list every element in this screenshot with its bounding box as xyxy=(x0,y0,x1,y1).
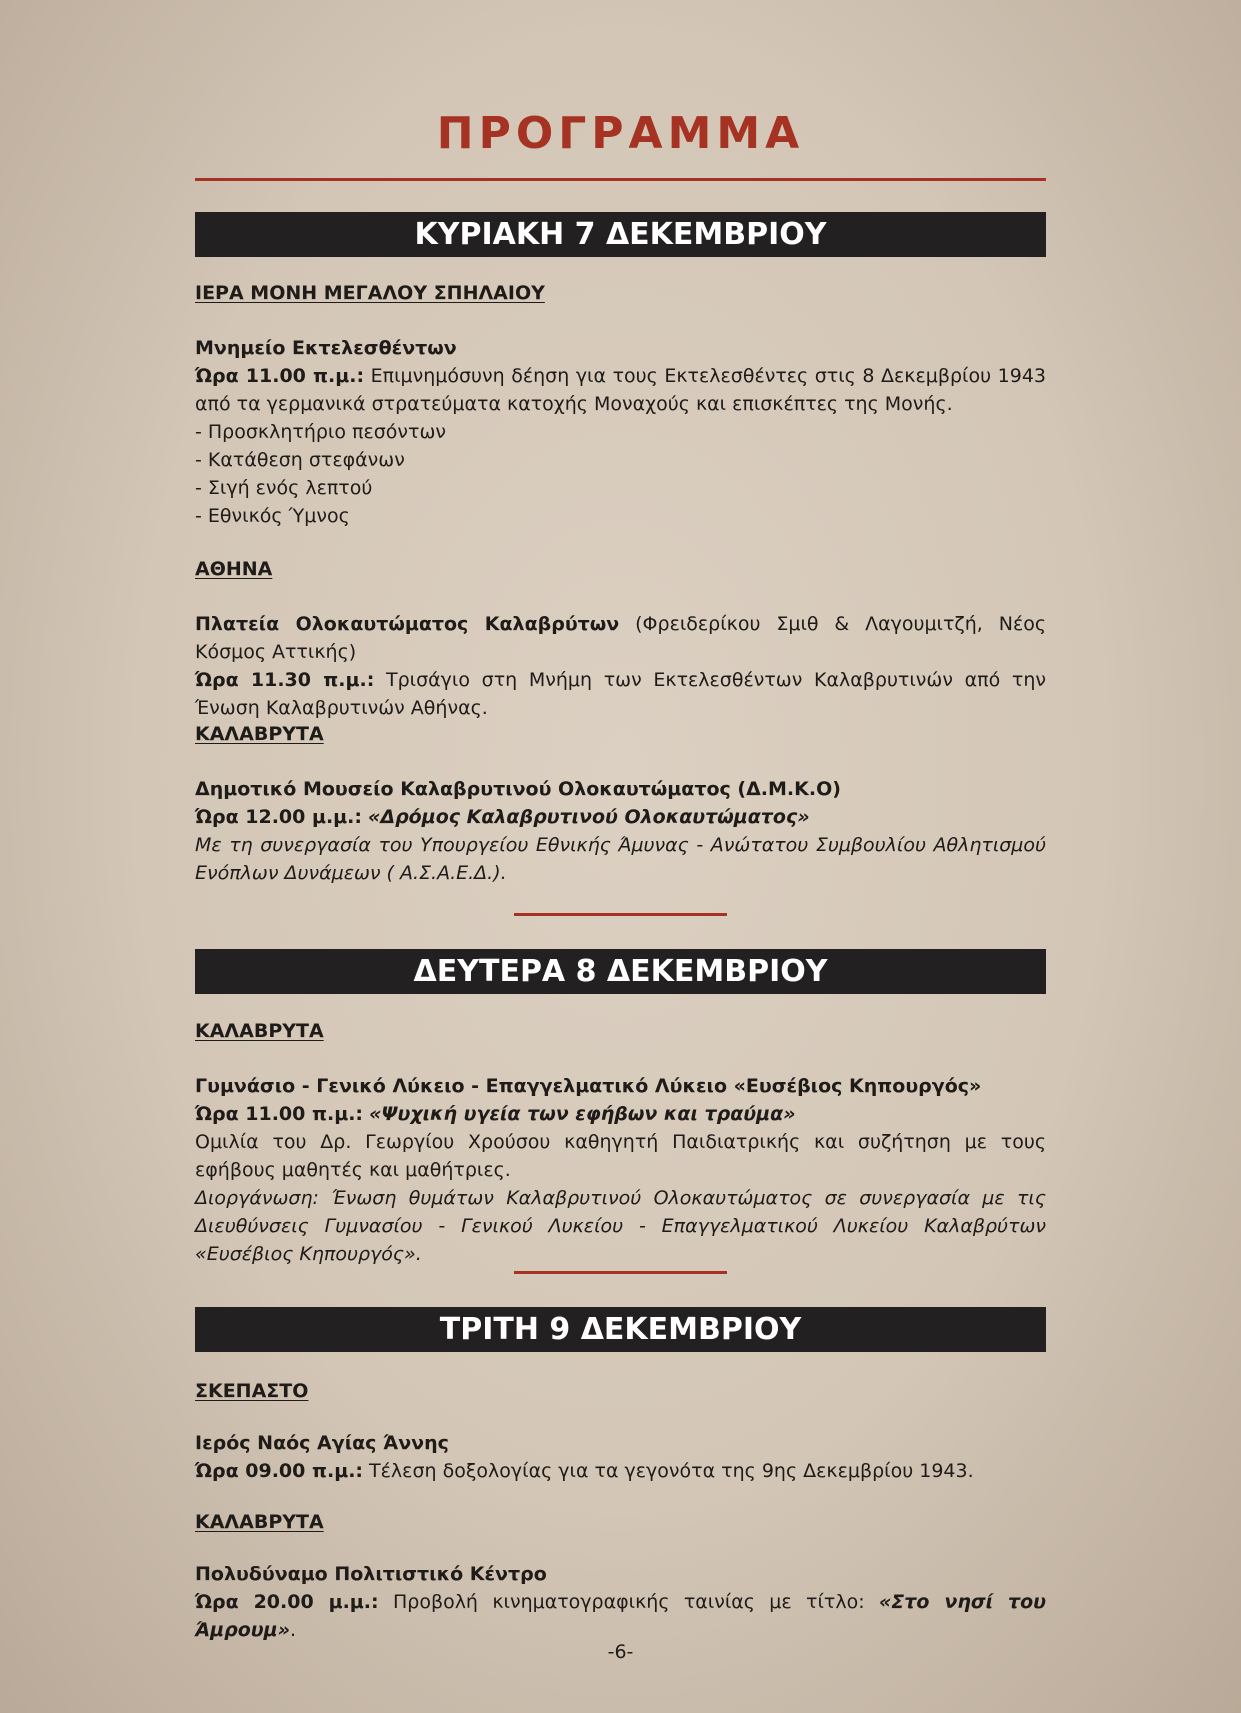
event-line xyxy=(195,1588,1046,1644)
event-title: «Δρόμος Καλαβρυτινού Ολοκαυτώματος» xyxy=(368,806,810,828)
event-text: Ομιλία του Δρ. Γεωργίου Χρούσου καθηγητή Παιδιατρικής και συζήτηση με τους εφήβους μαθητές και μαθήτριες. xyxy=(195,1131,1046,1181)
day-heading-monday: ΔΕΥΤΕΡΑ 8 ΔΕΚΕΜΒΡΙΟΥ xyxy=(195,949,1046,994)
event-text: Επιμνημόσυνη δέηση για τους Εκτελεσθέντες στις 8 Δεκεμβρίου 1943 από τα γερμανικά στρατεύματα κατοχής Μοναχούς και επισκέπτες της Μονής. xyxy=(195,365,1047,415)
time-label: Ώρα 11.30 π.μ.: xyxy=(195,669,375,691)
event-title: «Ψυχική υγεία των εφήβων και τραύμα» xyxy=(369,1103,796,1125)
location-heading: ΚΑΛΑΒΡΥΤΑ xyxy=(195,1511,324,1533)
event-note: Διοργάνωση: Ένωση θυμάτων Καλαβρυτινού Ολοκαυτώματος σε συνεργασία με τις Διευθύνσεις Γυμνασίου - Γενικού Λυκείου - Επαγγελματικού Λυκείου Καλαβρύτων «Ευσέβιος Κηπουργός». xyxy=(195,1187,1046,1265)
venue: Δημοτικό Μουσείο Καλαβρυτινού Ολοκαυτώματος (Δ.Μ.Κ.Ο) xyxy=(195,778,841,800)
venue: Γυμνάσιο - Γενικό Λύκειο - Επαγγελματικό Λύκειο «Ευσέβιος Κηπουργός» xyxy=(195,1075,982,1097)
event-text-end: . xyxy=(289,1619,296,1641)
time-label: Ώρα 12.00 μ.μ.: xyxy=(195,806,362,828)
section-divider xyxy=(514,913,727,916)
page-number: -6- xyxy=(607,1641,634,1663)
time-label: Ώρα 09.00 π.μ.: xyxy=(195,1460,364,1482)
page-title: ΠΡΟΓΡΑΜΜΑ xyxy=(436,108,805,159)
section-divider xyxy=(514,1271,727,1274)
block-mega-spilaio xyxy=(195,282,1046,530)
event-line xyxy=(195,803,1046,831)
block-athina xyxy=(195,558,1046,722)
event-line xyxy=(195,362,1046,418)
event-line xyxy=(195,666,1046,722)
venue: Μνημείο Εκτελεσθέντων xyxy=(195,337,457,359)
day-heading-tuesday: ΤΡΙΤΗ 9 ΔΕΚΕΜΒΡΙΟΥ xyxy=(195,1307,1046,1352)
block-skepasto xyxy=(195,1380,1046,1485)
title-divider xyxy=(195,178,1046,181)
venue: Ιερός Ναός Αγίας Άννης xyxy=(195,1432,449,1454)
location-heading: ΚΑΛΑΒΡΥΤΑ xyxy=(195,723,324,745)
venue: Πολυδύναμο Πολιτιστικό Κέντρο xyxy=(195,1563,547,1585)
time-label: Ώρα 20.00 μ.μ.: xyxy=(195,1591,379,1613)
list-item: - Κατάθεση στεφάνων xyxy=(195,449,405,471)
list-item: - Εθνικός Ύμνος xyxy=(195,505,350,527)
location-heading: ΙΕΡΑ ΜΟΝΗ ΜΕΓΑΛΟΥ ΣΠΗΛΑΙΟΥ xyxy=(195,282,545,304)
location-heading: ΚΑΛΑΒΡΥΤΑ xyxy=(195,1020,324,1042)
list-item: - Προσκλητήριο πεσόντων xyxy=(195,421,446,443)
location-heading: ΣΚΕΠΑΣΤΟ xyxy=(195,1380,309,1402)
location-heading: ΑΘΗΝΑ xyxy=(195,558,273,580)
event-text: Τρισάγιο στη Μνήμη των Εκτελεσθέντων Καλαβρυτινών από την Ένωση Καλαβρυτινών Αθήνας. xyxy=(195,669,1046,719)
block-kalavryta-school xyxy=(195,1020,1046,1268)
venue: Πλατεία Ολοκαυτώματος Καλαβρύτων xyxy=(195,613,620,635)
event-line xyxy=(195,1457,1046,1485)
event-line xyxy=(195,1100,1046,1128)
event-text: Τέλεση δοξολογίας για τα γεγονότα της 9ης Δεκεμβρίου 1943. xyxy=(363,1460,974,1482)
list-item: - Σιγή ενός λεπτού xyxy=(195,477,373,499)
event-title: «Στο νησί του Άμρουμ» xyxy=(195,1591,1047,1641)
day-heading-sunday: ΚΥΡΙΑΚΗ 7 ΔΕΚΕΜΒΡΙΟΥ xyxy=(195,212,1046,257)
time-label: Ώρα 11.00 π.μ.: xyxy=(195,1103,364,1125)
block-kalavryta-cultural-center xyxy=(195,1511,1046,1644)
time-label: Ώρα 11.00 π.μ.: xyxy=(195,365,365,387)
event-text: Προβολή κινηματογραφικής ταινίας με τίτλο: xyxy=(378,1591,879,1613)
venue-note: (Φρειδερίκου Σμιθ & Λαγουμιτζή, Νέος Κόσμος Αττικής) xyxy=(195,613,1046,663)
venue-line xyxy=(195,610,1046,666)
block-kalavryta-museum xyxy=(195,723,1046,887)
event-note: Με τη συνεργασία του Υπουργείου Εθνικής Άμυνας - Ανώτατου Συμβουλίου Αθλητισμού Ενόπλων Δυνάμεων ( Α.Σ.Α.Ε.Δ.). xyxy=(195,834,1046,884)
